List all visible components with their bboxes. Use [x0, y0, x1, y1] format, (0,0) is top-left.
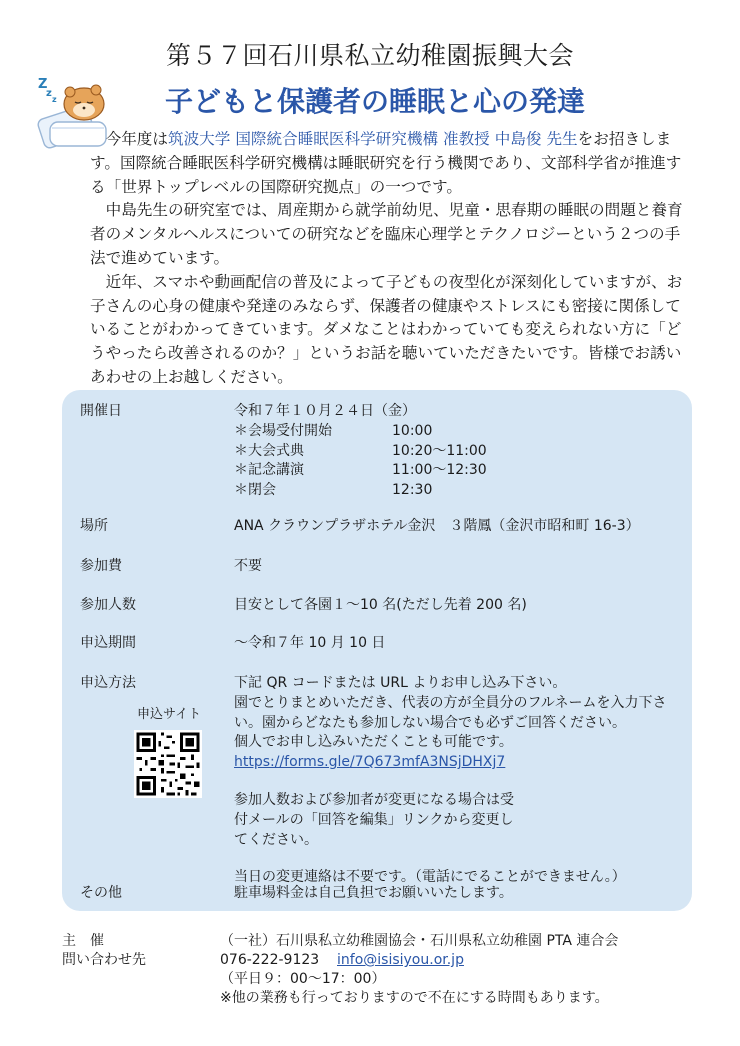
- venue-value: ANA クラウンプラザホテル金沢 ３階鳳（金沢市昭和町 16-3）: [234, 518, 640, 534]
- svg-text:z: z: [46, 88, 52, 99]
- intro-p3: 近年、スマホや動画配信の普及によって子どもの夜型化が深刻化していますが、お子さんの心身の健康や発達のみならず、保護者の健康やストレスにも密接に関係していることがわかってきています。ダメなことはわかっていても変えられない方に「どうやったら改善されるのか？」というお話を聴いていただきたいです。皆様でお誘いあわせの上お越しください。: [90, 272, 683, 386]
- schedule-item: ＊閉会 12:30: [234, 482, 433, 499]
- intro-p1-post: をお招きします。国際統合睡眠医科学研究機構は睡眠研究を行う機関であり、文部科学省が推進する「世界トップレベルの国際研究拠点」の一つです。: [90, 130, 682, 196]
- schedule-item: ＊記念講演 11:00～12:30: [234, 462, 487, 479]
- method-line: 下記 QR コードまたは URL よりお申し込み下さい。: [234, 675, 567, 691]
- contact-label: 問い合わせ先: [62, 952, 146, 968]
- host-label: 主 催: [62, 933, 104, 949]
- period-value: ～令和７年 10 月 10 日: [234, 635, 386, 651]
- method-label: 申込方法: [80, 675, 136, 691]
- method-line: 園でとりまとめいただき、代表の方が全員分のフルネームを入力下さい。園からどなたも参加しない場合でも必ずご回答ください。: [234, 694, 667, 731]
- capacity-value: 目安として各園１～10 名(ただし先着 200 名): [234, 597, 527, 613]
- contact-phone: 076-222-9123: [220, 952, 320, 968]
- page-subtitle: 子どもと保護者の睡眠と心の発達: [164, 85, 585, 118]
- period-label: 申込期間: [80, 635, 136, 651]
- page-title: 第５７回石川県私立幼稚園振興大会: [165, 41, 574, 70]
- intro-p2: 中島先生の研究室では、周産期から就学前幼児、児童・思春期の睡眠の問題と養育者のメンタルヘルスについての研究などを臨床心理学とテクノロジーという２つの手法で進めています。: [90, 201, 683, 267]
- change-note: 参加人数および参加者が変更になる場合は受付メールの「回答を編集」リンクから変更してください。: [234, 791, 514, 848]
- date-value: 令和７年１０月２４日（金）: [234, 403, 416, 419]
- qr-code-icon[interactable]: [134, 730, 202, 798]
- venue-label: 場所: [80, 518, 108, 534]
- form-url-link[interactable]: https://forms.gle/7Q673mfA3NSjDHXj7: [234, 754, 506, 771]
- intro-text: [90, 128, 690, 390]
- contact-notice: ※他の業務も行っておりますので不在にする時間もあります。: [220, 990, 609, 1006]
- site-label: 申込サイト: [137, 707, 202, 722]
- capacity-label: 参加人数: [80, 597, 136, 613]
- svg-text:Z: Z: [38, 77, 48, 92]
- host-value: （一社）石川県私立幼稚園協会・石川県私立幼稚園 PTA 連合会: [220, 933, 619, 949]
- schedule-item: ＊会場受付開始 10:00: [234, 422, 433, 439]
- schedule-item: ＊大会式典 10:20～11:00: [234, 442, 487, 459]
- contact-hours: （平日９：00～17：00）: [220, 971, 386, 987]
- speaker-name: 筑波大学 国際統合睡眠医科学研究機構 准教授 中島俊 先生: [167, 130, 578, 148]
- date-label: 開催日: [80, 403, 122, 419]
- method-line: 個人でお申し込みいただくことも可能です。: [234, 734, 513, 751]
- sameday-note: 当日の変更連絡は不要です。（電話にでることができません。）: [234, 869, 626, 886]
- intro-p1-pre: 今年度は: [105, 130, 168, 148]
- svg-text:z: z: [52, 95, 57, 104]
- fee-label: 参加費: [80, 558, 122, 574]
- other-value: 駐車場料金は自己負担でお願いいたします。: [234, 885, 513, 901]
- other-label: その他: [80, 885, 122, 901]
- contact-email-link[interactable]: info@isisiyou.or.jp: [337, 952, 464, 968]
- fee-value: 不要: [234, 558, 262, 574]
